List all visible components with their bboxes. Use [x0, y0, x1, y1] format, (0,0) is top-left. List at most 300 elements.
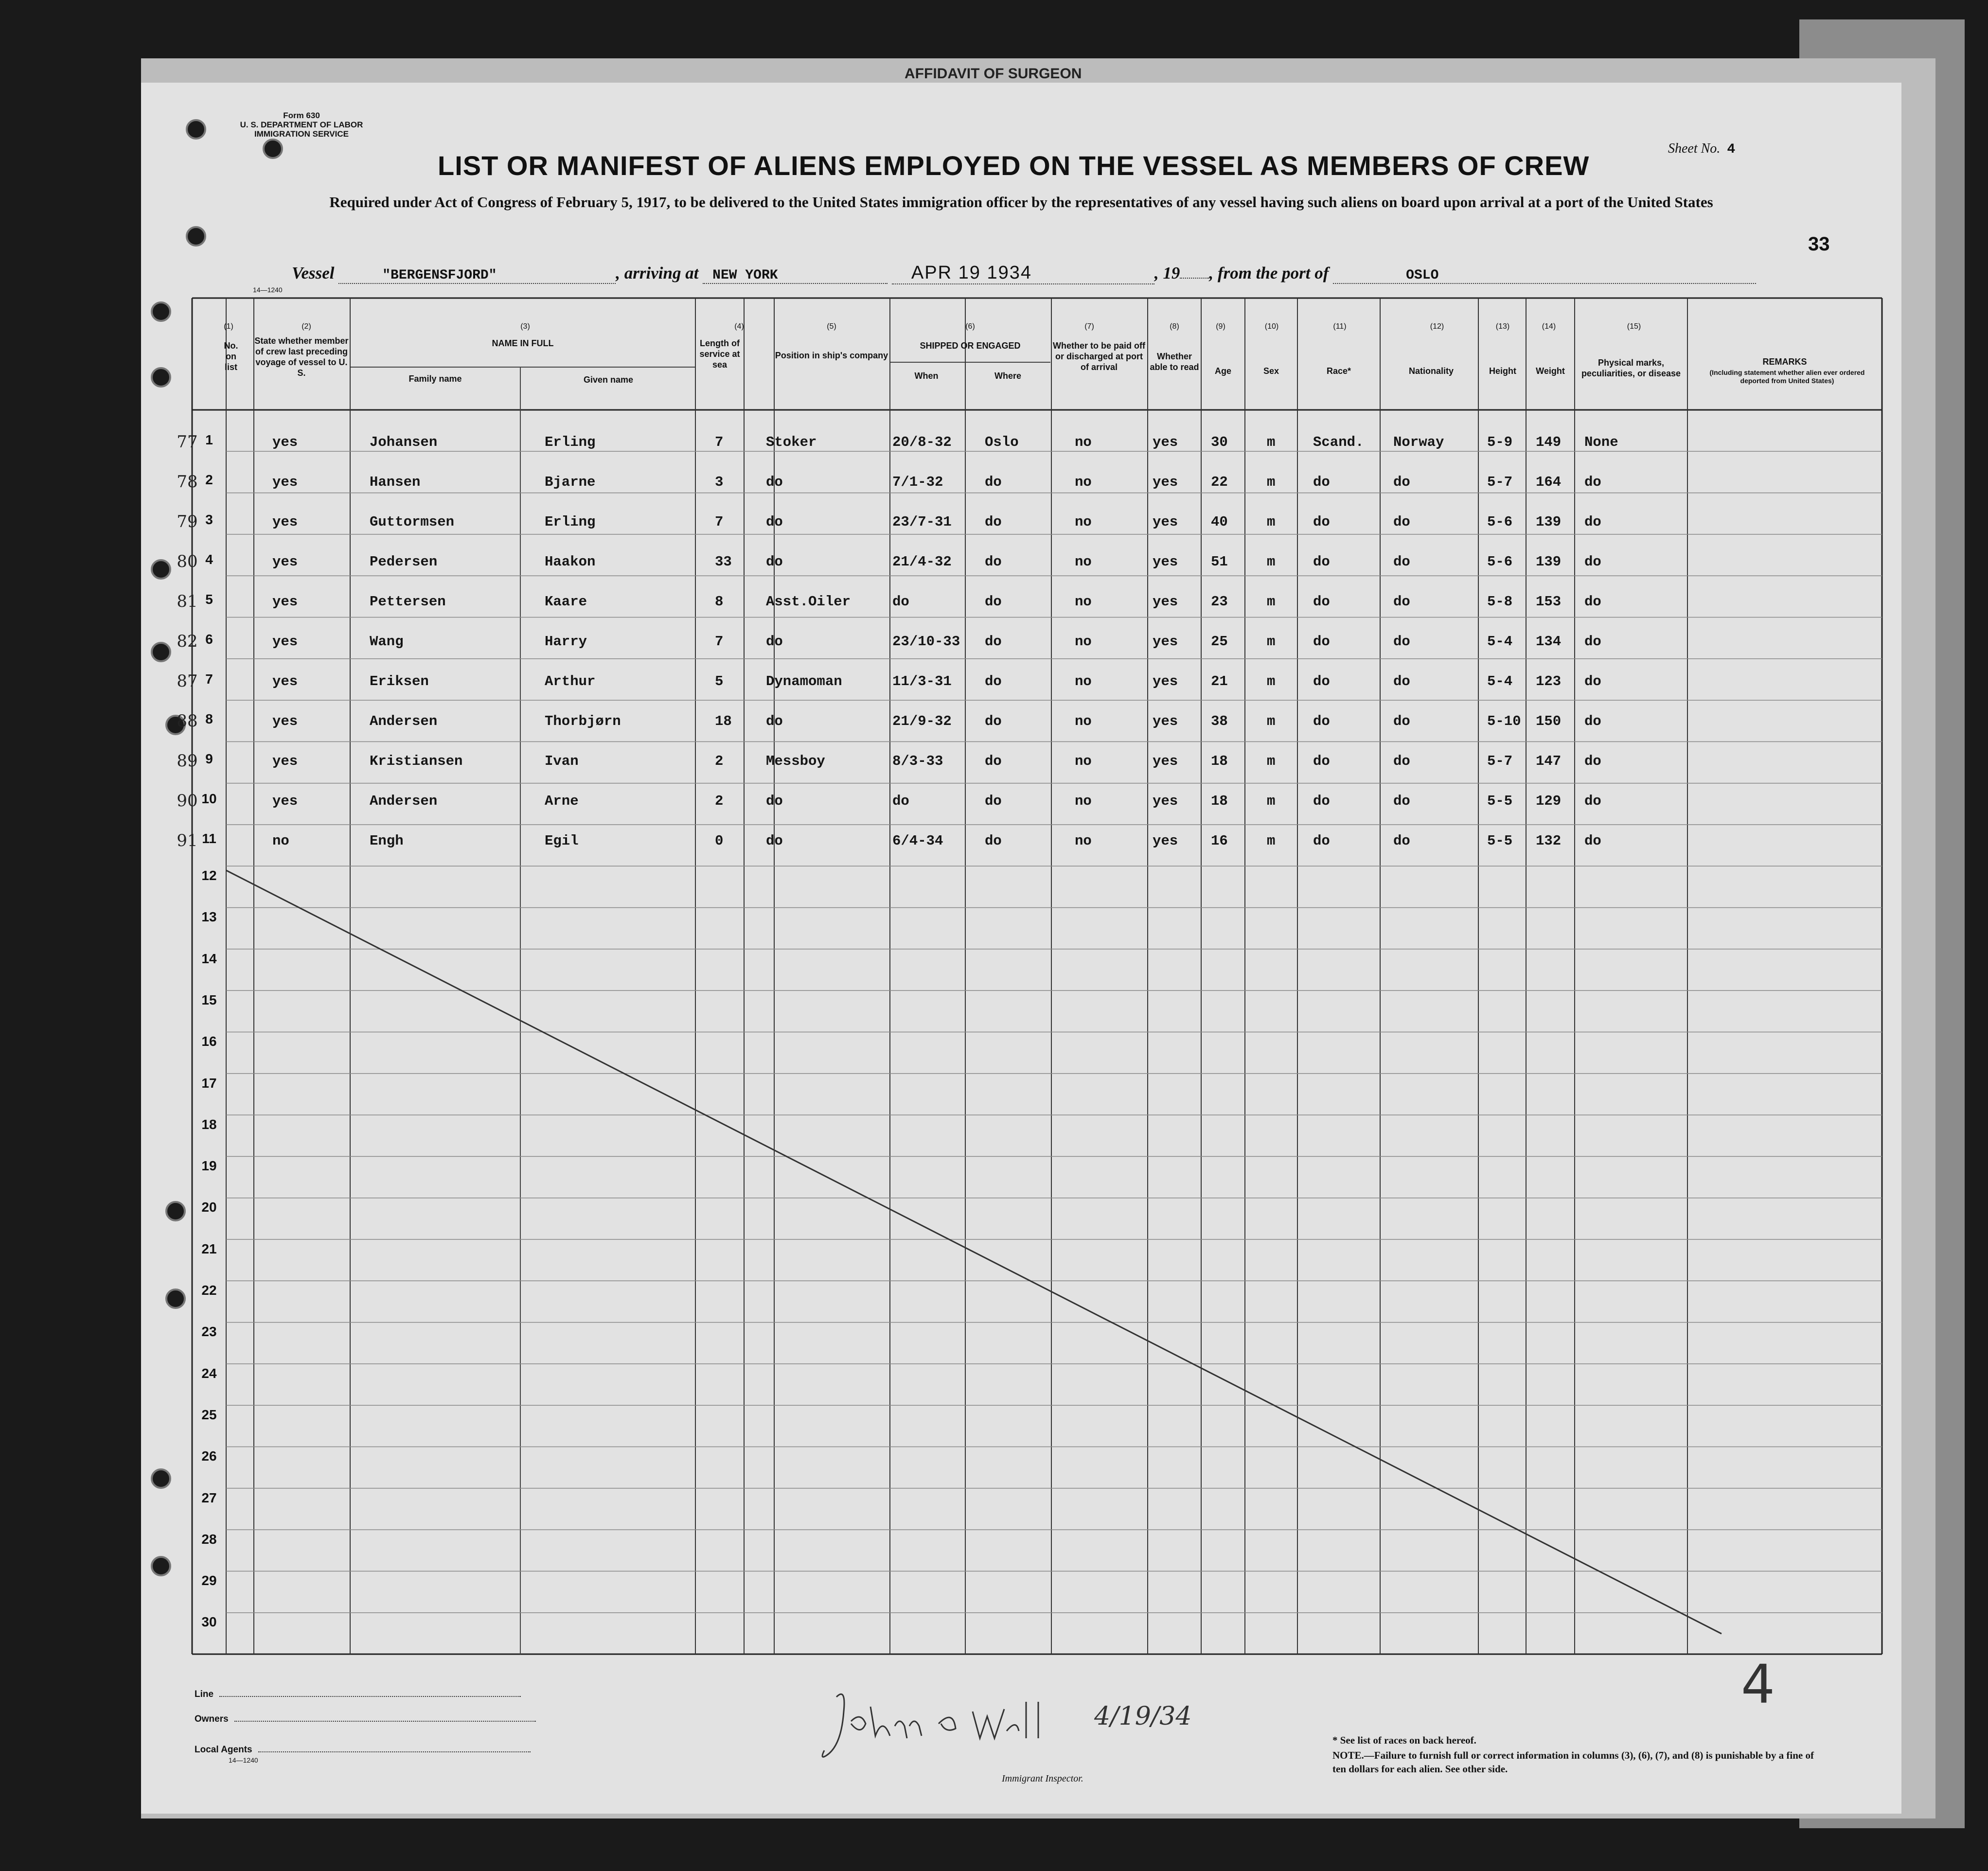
header-family-name: Family name [408, 374, 462, 384]
form-number: Form 630 [283, 111, 320, 120]
cell-marks: do [1584, 474, 1601, 490]
cell-line-number: 5 [205, 592, 213, 607]
cell-when: 8/3-33 [892, 753, 943, 769]
cell-when: 21/4-32 [892, 554, 952, 570]
cell-line-number: 7 [205, 671, 213, 687]
cell-where: do [985, 753, 1002, 769]
cell-when: 7/1-32 [892, 474, 943, 490]
cell-family-name: Pedersen [370, 554, 438, 570]
empty-line-number: 25 [201, 1407, 217, 1422]
cell-sex: m [1267, 594, 1276, 610]
cell-line-number: 1 [205, 432, 213, 447]
cell-age: 18 [1211, 793, 1228, 809]
cell-height: 5-10 [1487, 713, 1521, 729]
header-weight: Weight [1536, 366, 1565, 376]
empty-line-number: 15 [201, 992, 217, 1007]
footer-agents-label: Local Agents [195, 1745, 252, 1755]
punch-hole [151, 1556, 171, 1576]
cell-given-name: Bjarne [545, 474, 596, 490]
cell-given-name: Kaare [545, 594, 587, 610]
header-race: Race* [1326, 366, 1351, 376]
cell-given-name: Erling [545, 434, 596, 450]
cell-weight: 149 [1536, 434, 1562, 450]
cell-previous-voyage: yes [272, 793, 298, 809]
empty-line-number: 22 [201, 1283, 217, 1298]
cell-service-length: 18 [715, 713, 732, 729]
year-label: , 19 [1154, 264, 1180, 282]
cell-sex: m [1267, 713, 1276, 729]
cell-marks: do [1584, 594, 1601, 610]
cell-age: 30 [1211, 434, 1228, 450]
cell-marks: do [1584, 753, 1601, 769]
cell-weight: 129 [1536, 793, 1562, 809]
empty-line-number: 19 [201, 1158, 217, 1174]
cell-height: 5-4 [1487, 673, 1513, 689]
cell-position: do [766, 713, 783, 729]
cell-where: do [985, 833, 1002, 849]
cell-service-length: 33 [715, 554, 732, 570]
punch-hole [151, 301, 171, 322]
empty-line-number: 16 [201, 1034, 217, 1049]
cell-age: 21 [1211, 673, 1228, 689]
cell-able-read: yes [1153, 793, 1178, 809]
header-able-read: Whether able to read [1150, 352, 1199, 372]
cell-able-read: yes [1153, 713, 1178, 729]
cell-height: 5-6 [1487, 514, 1513, 530]
header-when: When [914, 371, 939, 381]
cell-race: do [1313, 753, 1330, 769]
cell-nationality: do [1393, 833, 1410, 849]
cell-height: 5-8 [1487, 594, 1513, 610]
arrival-date: APR 19 1934 [911, 263, 1032, 283]
page-mark: 4 [1741, 1653, 1775, 1715]
from-label: , from the port of [1209, 264, 1329, 282]
cell-when: 6/4-34 [892, 833, 943, 849]
header-nationality: Nationality [1408, 366, 1454, 376]
cell-given-name: Erling [545, 514, 596, 530]
vessel-field [338, 264, 616, 284]
signature-date: 4/19/34 [1094, 1702, 1192, 1731]
empty-line-number: 13 [201, 909, 217, 925]
cell-where: do [985, 673, 1002, 689]
vessel-line [292, 263, 1756, 284]
cell-given-name: Egil [545, 833, 579, 849]
cell-marks: do [1584, 833, 1601, 849]
header-remarks-note: (Including statement whether alien ever ordered deported from United States) [1709, 369, 1865, 385]
cell-marks: do [1584, 713, 1601, 729]
cell-weight: 139 [1536, 554, 1562, 570]
cell-where: do [985, 793, 1002, 809]
punch-hole [186, 119, 206, 140]
cell-position: Stoker [766, 434, 817, 450]
cell-weight: 123 [1536, 673, 1562, 689]
cell-nationality: do [1393, 554, 1410, 570]
cell-service-length: 2 [715, 793, 724, 809]
departure-port: OSLO [1406, 268, 1439, 283]
cell-service-length: 3 [715, 474, 724, 490]
cell-previous-voyage: yes [272, 594, 298, 610]
punch-hole [186, 226, 206, 247]
cell-handwritten-number: 91 [177, 831, 198, 850]
cell-race: do [1313, 833, 1330, 849]
cell-race: do [1313, 673, 1330, 689]
cell-handwritten-number: 79 [177, 512, 198, 531]
col-num-1: (1) [224, 322, 233, 331]
cell-position: do [766, 554, 783, 570]
footer-line [195, 1689, 521, 1700]
punch-hole [151, 367, 171, 388]
empty-line-number: 12 [201, 868, 217, 883]
inspector-label: Immigrant Inspector. [1002, 1773, 1083, 1784]
col-num-3: (3) [520, 322, 530, 331]
cell-where: do [985, 514, 1002, 530]
cell-weight: 132 [1536, 833, 1562, 849]
cell-weight: 164 [1536, 474, 1562, 490]
cell-where: do [985, 554, 1002, 570]
service: IMMIGRATION SERVICE [254, 129, 349, 139]
cell-service-length: 0 [715, 833, 724, 849]
cell-able-read: yes [1153, 474, 1178, 490]
cell-weight: 150 [1536, 713, 1562, 729]
cell-previous-voyage: yes [272, 434, 298, 450]
cell-sex: m [1267, 753, 1276, 769]
cell-age: 22 [1211, 474, 1228, 490]
cell-sex: m [1267, 514, 1276, 530]
cell-height: 5-4 [1487, 634, 1513, 650]
header-marks: Physical marks, peculiarities, or disease [1581, 358, 1681, 378]
col-num-4: (4) [734, 322, 744, 331]
cell-weight: 153 [1536, 594, 1562, 610]
cell-previous-voyage: yes [272, 474, 298, 490]
arriving-label: , arriving at [616, 264, 699, 282]
header-length-service: Length of service at sea [699, 338, 740, 370]
affidavit-heading: AFFIDAVIT OF SURGEON [905, 66, 1082, 82]
header-no-on-list: No. on list [224, 341, 238, 372]
cell-given-name: Thorbjørn [545, 713, 621, 729]
cell-position: do [766, 514, 783, 530]
cell-paid-off: no [1075, 434, 1092, 450]
cell-family-name: Andersen [370, 793, 438, 809]
cell-when: do [892, 594, 909, 610]
col-num-5: (5) [827, 322, 836, 331]
vessel-label: Vessel [292, 264, 335, 282]
cell-height: 5-7 [1487, 753, 1513, 769]
punch-hole [151, 1468, 171, 1489]
cell-sex: m [1267, 634, 1276, 650]
footer-line-rule [219, 1696, 521, 1697]
cell-sex: m [1267, 434, 1276, 450]
cell-race: do [1313, 713, 1330, 729]
footer-form-code: 14—1240 [229, 1756, 258, 1764]
cell-height: 5-6 [1487, 554, 1513, 570]
cell-service-length: 7 [715, 434, 724, 450]
col-num-8: (8) [1170, 322, 1179, 331]
cell-able-read: yes [1153, 554, 1178, 570]
col-num-15: (15) [1627, 322, 1641, 331]
cell-previous-voyage: yes [272, 753, 298, 769]
header-remarks: REMARKS [1762, 357, 1807, 367]
col-num-6: (6) [965, 322, 975, 331]
cell-handwritten-number: 89 [177, 751, 198, 771]
cell-able-read: yes [1153, 673, 1178, 689]
punch-hole [165, 1201, 186, 1221]
col-num-11: (11) [1333, 322, 1347, 331]
cell-nationality: do [1393, 474, 1410, 490]
cell-handwritten-number: 88 [177, 711, 198, 731]
cell-family-name: Eriksen [370, 673, 429, 689]
empty-line-number: 14 [201, 951, 217, 966]
cell-race: do [1313, 554, 1330, 570]
header-shipped: SHIPPED OR ENGAGED [920, 341, 1021, 351]
cell-handwritten-number: 81 [177, 592, 198, 611]
cell-when: 11/3-31 [892, 673, 952, 689]
col-num-10: (10) [1264, 322, 1279, 331]
cell-paid-off: no [1075, 554, 1092, 570]
header-given-name: Given name [583, 375, 634, 385]
cell-height: 5-5 [1487, 793, 1513, 809]
page-subtitle: Required under Act of Congress of February 5, 1917, to be delivered to the United States immigration officer by the representatives of any vessel having such aliens on board upon arrival at a port of the United States [329, 194, 1713, 211]
cell-sex: m [1267, 474, 1276, 490]
cell-line-number: 4 [205, 552, 213, 567]
col-num-2: (2) [302, 322, 311, 331]
cell-weight: 134 [1536, 634, 1562, 650]
cell-marks: do [1584, 673, 1601, 689]
date-field [892, 263, 1154, 284]
header-sex: Sex [1263, 366, 1279, 376]
cell-family-name: Wang [370, 634, 404, 650]
header-position: Position in ship's company [775, 351, 888, 360]
cell-age: 25 [1211, 634, 1228, 650]
empty-line-number: 20 [201, 1200, 217, 1215]
cell-nationality: do [1393, 634, 1410, 650]
cell-position: Dynamoman [766, 673, 842, 689]
punch-hole [263, 139, 283, 159]
cell-paid-off: no [1075, 634, 1092, 650]
cell-given-name: Haakon [545, 554, 596, 570]
cell-nationality: do [1393, 673, 1410, 689]
cell-able-read: yes [1153, 833, 1178, 849]
cell-handwritten-number: 78 [177, 472, 198, 492]
cell-race: Scand. [1313, 434, 1364, 450]
empty-line-number: 27 [201, 1490, 217, 1505]
cell-service-length: 8 [715, 594, 724, 610]
cell-nationality: do [1393, 514, 1410, 530]
empty-line-number: 24 [201, 1365, 217, 1381]
empty-line-number: 23 [201, 1324, 217, 1340]
cell-marks: do [1584, 514, 1601, 530]
cell-nationality: do [1393, 753, 1410, 769]
stamp-number: 33 [1808, 233, 1830, 255]
cell-position: do [766, 474, 783, 490]
cell-previous-voyage: yes [272, 554, 298, 570]
cell-paid-off: no [1075, 594, 1092, 610]
cell-race: do [1313, 594, 1330, 610]
empty-line-number: 26 [201, 1448, 217, 1464]
cell-handwritten-number: 80 [177, 552, 198, 571]
form-code: 14—1240 [253, 286, 283, 294]
footer-owners-rule [234, 1721, 536, 1722]
races-note: * See list of races on back hereof. [1332, 1734, 1476, 1746]
form-identifier [229, 111, 374, 139]
cell-family-name: Pettersen [370, 594, 446, 610]
cell-line-number: 11 [202, 831, 216, 846]
sheet-number [1668, 141, 1735, 157]
cell-family-name: Engh [370, 833, 404, 849]
cell-where: do [985, 634, 1002, 650]
cell-line-number: 3 [205, 512, 213, 527]
empty-line-number: 30 [201, 1614, 217, 1630]
cell-previous-voyage: yes [272, 673, 298, 689]
cell-line-number: 8 [205, 711, 213, 726]
cell-paid-off: no [1075, 474, 1092, 490]
cell-paid-off: no [1075, 673, 1092, 689]
cell-sex: m [1267, 833, 1276, 849]
cell-nationality: do [1393, 713, 1410, 729]
cell-where: do [985, 474, 1002, 490]
cell-when: 20/8-32 [892, 434, 952, 450]
cell-where: do [985, 713, 1002, 729]
empty-line-number: 18 [201, 1116, 217, 1132]
department: U. S. DEPARTMENT OF LABOR [240, 120, 363, 129]
col-num-7: (7) [1084, 322, 1094, 331]
cell-paid-off: no [1075, 833, 1092, 849]
cell-family-name: Hansen [370, 474, 421, 490]
cell-age: 18 [1211, 753, 1228, 769]
cell-family-name: Johansen [370, 434, 438, 450]
cell-age: 40 [1211, 514, 1228, 530]
vessel-name: "BERGENSFJORD" [382, 268, 497, 283]
inspector-signature [817, 1677, 1089, 1770]
empty-line-number: 21 [201, 1241, 217, 1256]
cell-able-read: yes [1153, 434, 1178, 450]
cell-position: Messboy [766, 753, 825, 769]
cell-race: do [1313, 793, 1330, 809]
empty-line-number: 29 [201, 1573, 217, 1589]
cell-age: 16 [1211, 833, 1228, 849]
cell-service-length: 5 [715, 673, 724, 689]
cell-family-name: Andersen [370, 713, 438, 729]
penalty-note: NOTE.—Failure to furnish full or correct information in columns (3), (6), (7), and (8) is punishable by a fine of ten dollars for each alien. See other side. [1332, 1749, 1814, 1775]
cell-height: 5-5 [1487, 833, 1513, 849]
cell-paid-off: no [1075, 753, 1092, 769]
cell-age: 23 [1211, 594, 1228, 610]
footer-line-label: Line [195, 1689, 214, 1699]
cell-previous-voyage: yes [272, 634, 298, 650]
cell-family-name: Kristiansen [370, 753, 463, 769]
empty-line-number: 17 [201, 1075, 217, 1091]
cell-height: 5-7 [1487, 474, 1513, 490]
cell-nationality: Norway [1393, 434, 1444, 450]
cell-age: 38 [1211, 713, 1228, 729]
cell-handwritten-number: 77 [177, 432, 198, 452]
cell-marks: do [1584, 554, 1601, 570]
cell-able-read: yes [1153, 753, 1178, 769]
cell-nationality: do [1393, 793, 1410, 809]
cell-race: do [1313, 634, 1330, 650]
cell-marks: do [1584, 793, 1601, 809]
cell-race: do [1313, 514, 1330, 530]
cell-position: do [766, 793, 783, 809]
footer-local-agents [195, 1745, 531, 1755]
empty-line-number: 28 [201, 1531, 217, 1547]
cell-position: do [766, 634, 783, 650]
arriving-port: NEW YORK [712, 268, 778, 283]
col-num-9: (9) [1216, 322, 1225, 331]
cell-where: Oslo [985, 434, 1019, 450]
cell-sex: m [1267, 793, 1276, 809]
cell-given-name: Arthur [545, 673, 596, 689]
sheet-value: 4 [1727, 142, 1736, 157]
header-where: Where [994, 371, 1021, 381]
cell-able-read: yes [1153, 634, 1178, 650]
cell-weight: 139 [1536, 514, 1562, 530]
cell-service-length: 7 [715, 634, 724, 650]
cell-service-length: 7 [715, 514, 724, 530]
cell-when: do [892, 793, 909, 809]
cell-marks: do [1584, 634, 1601, 650]
cell-sex: m [1267, 554, 1276, 570]
cell-able-read: yes [1153, 514, 1178, 530]
col-num-13: (13) [1495, 322, 1510, 331]
cell-handwritten-number: 90 [177, 791, 198, 811]
cell-line-number: 2 [205, 472, 213, 487]
col-num-12: (12) [1430, 322, 1444, 331]
cell-handwritten-number: 87 [177, 671, 198, 691]
port-field [1333, 264, 1756, 284]
cell-previous-voyage: yes [272, 713, 298, 729]
footer-owners [195, 1714, 536, 1725]
cell-height: 5-9 [1487, 434, 1513, 450]
cell-paid-off: no [1075, 514, 1092, 530]
sheet-label: Sheet No. [1668, 141, 1721, 156]
cell-age: 51 [1211, 554, 1228, 570]
cell-marks: None [1584, 434, 1618, 450]
cell-where: do [985, 594, 1002, 610]
page-title: LIST OR MANIFEST OF ALIENS EMPLOYED ON THE VESSEL AS MEMBERS OF CREW [438, 150, 1590, 181]
cell-paid-off: no [1075, 713, 1092, 729]
cell-service-length: 2 [715, 753, 724, 769]
year-field [1180, 278, 1209, 279]
cell-sex: m [1267, 673, 1276, 689]
cell-handwritten-number: 82 [177, 632, 198, 651]
col-num-14: (14) [1542, 322, 1556, 331]
footer-owners-label: Owners [195, 1714, 229, 1724]
cell-position: Asst.Oiler [766, 594, 851, 610]
cell-paid-off: no [1075, 793, 1092, 809]
cell-when: 23/7-31 [892, 514, 952, 530]
cell-line-number: 10 [201, 791, 217, 806]
header-height: Height [1489, 366, 1516, 376]
arriving-field [703, 264, 888, 284]
punch-hole [165, 1289, 186, 1309]
header-state-whether: State whether member of crew last preceding voyage of vessel to U. S. [254, 336, 349, 378]
cell-able-read: yes [1153, 594, 1178, 610]
header-name-in-full: NAME IN FULL [492, 338, 554, 348]
cell-previous-voyage: no [272, 833, 289, 849]
cell-when: 21/9-32 [892, 713, 952, 729]
cell-previous-voyage: yes [272, 514, 298, 530]
cell-race: do [1313, 474, 1330, 490]
cell-weight: 147 [1536, 753, 1562, 769]
cell-line-number: 6 [205, 632, 213, 647]
cell-given-name: Harry [545, 634, 587, 650]
cell-given-name: Ivan [545, 753, 579, 769]
header-paid-off: Whether to be paid off or discharged at port of arrival [1053, 341, 1145, 372]
cell-given-name: Arne [545, 793, 579, 809]
header-age: Age [1214, 366, 1231, 376]
cell-nationality: do [1393, 594, 1410, 610]
cell-family-name: Guttormsen [370, 514, 455, 530]
